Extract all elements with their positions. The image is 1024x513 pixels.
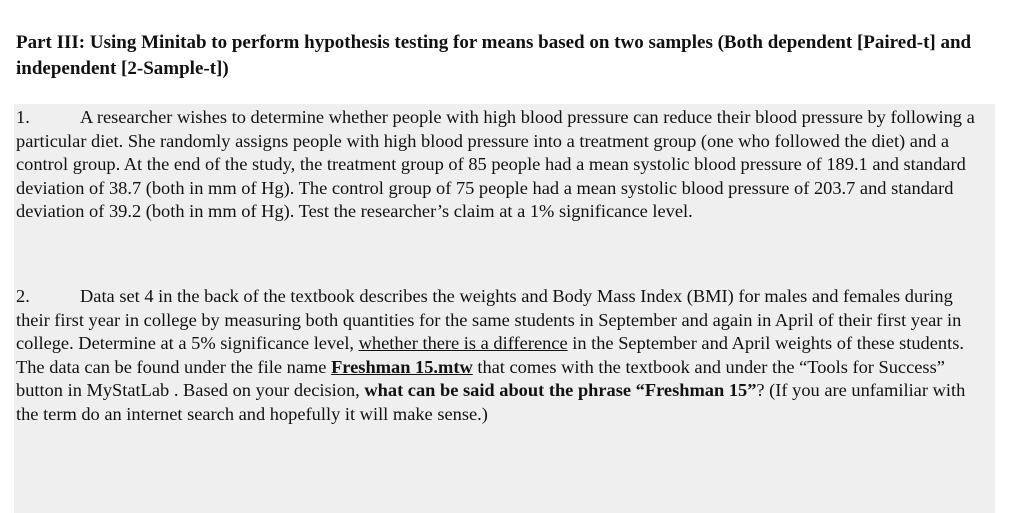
file-name: Freshman 15.mtw bbox=[331, 356, 473, 377]
question-2-number: 2. bbox=[16, 286, 30, 306]
question-2-text-part-a: Data set 4 in the back of the textbook describes the weights and Body Mass Index (BMI) for males and females during their first year in college by measuring both quantities for the same students in September and again in April of their first year in college. Determine at a 5% significance level, bbox=[16, 286, 962, 354]
freshman-15-phrase: what can be said about the phrase “Freshman 15” bbox=[364, 380, 757, 401]
question-1-text: A researcher wishes to determine whether people with high blood pressure can reduce their blood pressure by following a particular diet. She randomly assigns people with high blood pressure into a treatment group (one who followed the diet) and a control group. At the end of the study, the treatment group of 85 people had a mean systolic blood pressure of 189.1 and standard deviation of 38.7 (both in mm of Hg). The control group of 75 people had a mean systolic blood pressure of 203.7 and standard deviation of 39.2 (both in mm of Hg). Test the researcher’s claim at a 1% significance level. bbox=[16, 107, 975, 222]
question-2 bbox=[16, 285, 991, 427]
question-2-text-part-c: that comes with the textbook and under the “Tools for Success” button in MyStatLab . Based on your decision, bbox=[16, 356, 945, 401]
question-2-text-part-b: in the September and April weights of these students. The data can be found under the file name bbox=[16, 333, 964, 377]
difference-phrase: whether there is a difference bbox=[358, 333, 568, 354]
question-1-number: 1. bbox=[16, 107, 30, 127]
part-heading: Part III: Using Minitab to perform hypothesis testing for means based on two samples (Both dependent [Paired-t] and independent [2-Sample-t]) bbox=[16, 32, 972, 79]
questions-panel bbox=[14, 104, 995, 513]
question-1 bbox=[16, 106, 991, 224]
question-2-text-part-d: ? (If you are unfamiliar with the term do an internet search and hopefully it will make sense.) bbox=[16, 380, 966, 424]
